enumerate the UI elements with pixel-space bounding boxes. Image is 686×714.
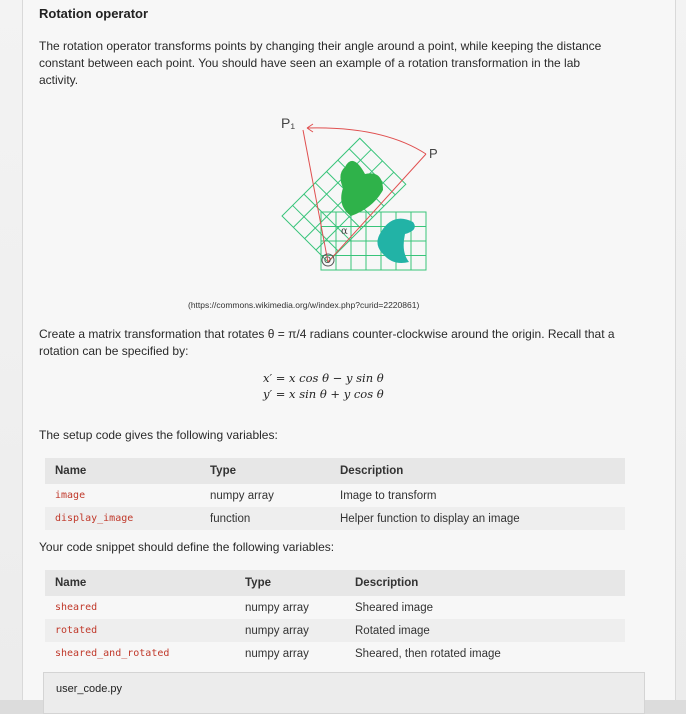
column-header: Name xyxy=(45,458,200,484)
var-description: Sheared, then rotated image xyxy=(355,647,501,660)
user-code-editor[interactable] xyxy=(43,672,645,714)
user-code-label: user_code.py xyxy=(56,683,123,695)
var-name: display_image xyxy=(45,507,200,530)
table-row xyxy=(45,507,625,530)
var-description: Image to transform xyxy=(340,489,437,502)
var-name: image xyxy=(55,490,86,501)
setup-text: The setup code gives the following variables: xyxy=(39,428,278,442)
setup-variables-table xyxy=(45,458,625,530)
var-description: Sheared image xyxy=(355,601,433,614)
equation-y: y′ = x sin θ + y cos θ xyxy=(263,387,384,401)
var-type: numpy array xyxy=(210,489,274,502)
table-row xyxy=(45,484,625,507)
rotation-equations xyxy=(263,370,384,402)
var-type: numpy array xyxy=(245,647,309,660)
p1-label: P₁ xyxy=(281,115,296,131)
column-header: Description xyxy=(345,570,625,596)
table-row xyxy=(45,619,625,642)
column-header: Type xyxy=(200,458,330,484)
column-header: Description xyxy=(330,458,625,484)
var-type: function xyxy=(200,507,330,530)
var-name: sheared xyxy=(55,602,98,613)
rotation-figure xyxy=(233,112,438,277)
column-header: Name xyxy=(45,570,235,596)
table-row xyxy=(45,596,625,619)
var-description: Helper function to display an image xyxy=(330,507,625,530)
table-header-row xyxy=(45,458,625,484)
intro-paragraph: The rotation operator transforms points by changing their angle around a point, while keeping the distance constant between each point. You should have seen an example of a rotation transformation in the lab activity. xyxy=(39,39,602,87)
p-label: P xyxy=(429,146,438,161)
alpha-label: α xyxy=(341,226,348,237)
section-title: Rotation operator xyxy=(39,6,149,21)
define-text: Your code snippet should define the following variables: xyxy=(39,540,335,554)
image-credit: (https://commons.wikimedia.org/w/index.php?curid=2220861) xyxy=(188,300,420,310)
table-header-row xyxy=(45,570,625,596)
var-type: numpy array xyxy=(245,601,309,614)
equation-x: x′ = x cos θ − y sin θ xyxy=(263,371,384,385)
table-row xyxy=(45,642,625,665)
var-name: rotated xyxy=(45,619,235,642)
task-paragraph: Create a matrix transformation that rotates θ = π/4 radians counter-clockwise around the origin. Recall that a rotation can be specified by: xyxy=(39,327,615,358)
var-description: Rotated image xyxy=(345,619,625,642)
content-page xyxy=(22,0,676,700)
var-type: numpy array xyxy=(235,619,345,642)
original-grid xyxy=(321,212,426,270)
o-label: O xyxy=(324,255,332,265)
var-name: sheared_and_rotated xyxy=(55,648,170,659)
column-header: Type xyxy=(235,570,345,596)
rotation-diagram xyxy=(233,112,438,277)
define-variables-table xyxy=(45,570,625,665)
